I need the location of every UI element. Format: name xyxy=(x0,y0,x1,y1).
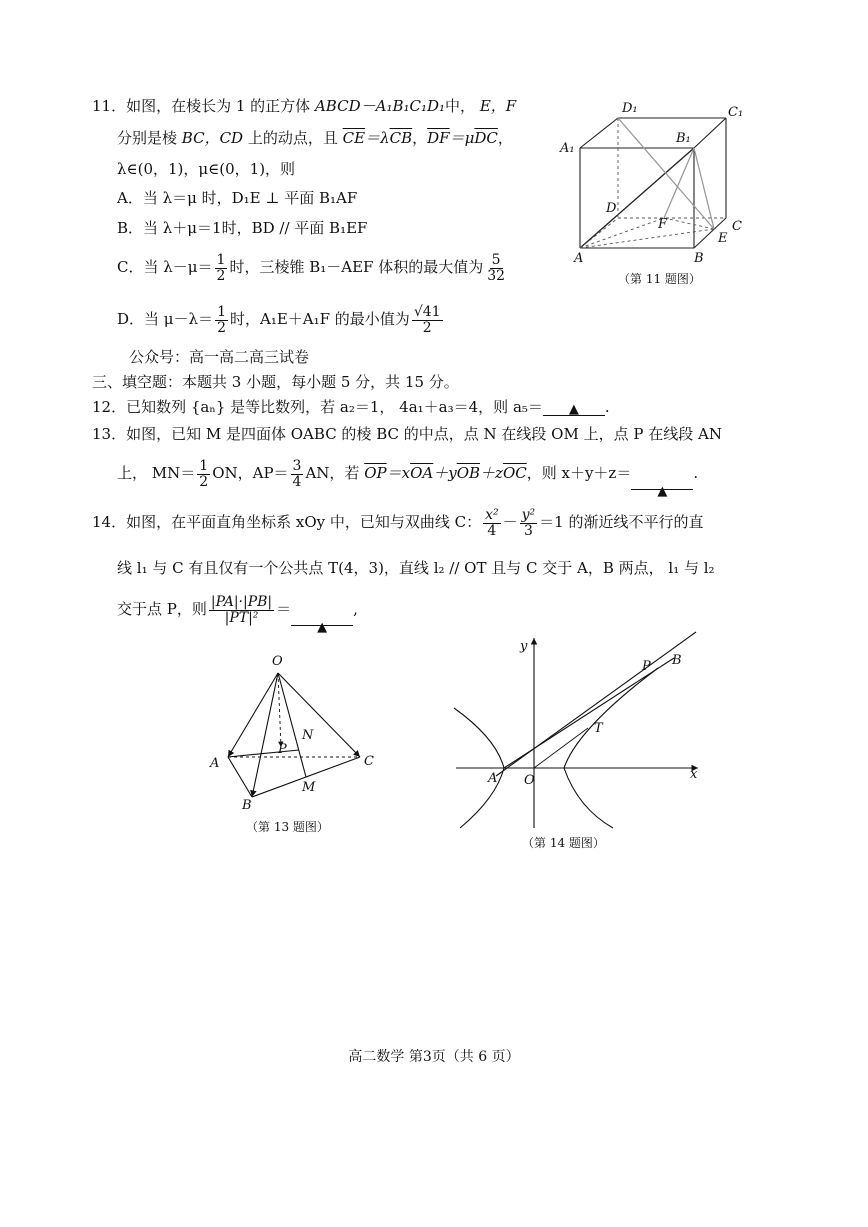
label-o: O xyxy=(272,654,283,669)
q11-option-b: B．当 λ＋μ＝1时，BD // 平面 B₁EF xyxy=(117,219,368,237)
q11-cube-name: ABCD－A₁B₁C₁D₁ xyxy=(314,97,446,115)
q11-line2 xyxy=(117,129,513,147)
q11-figure-caption: （第 11 题图） xyxy=(618,272,701,286)
q11-optd-ans-den: 2 xyxy=(422,319,432,336)
q11-optc-ans-num: 5 xyxy=(491,251,501,268)
q12-end: . xyxy=(604,398,610,416)
q11-optd-mid: 时，A₁E＋A₁F 的最小值为 xyxy=(229,310,410,328)
q13-tetrahedron-figure xyxy=(200,645,390,815)
label-c1: C₁ xyxy=(728,105,744,120)
label-p: P xyxy=(642,659,651,674)
q14-ratio-den: |PT|² xyxy=(224,609,259,626)
q13-plusy: ＋y xyxy=(433,464,457,482)
q11-bc: BC，CD xyxy=(181,129,244,147)
q11-option-c xyxy=(117,250,509,284)
q11-eq2: ＝μ xyxy=(449,129,475,147)
line-om xyxy=(278,673,306,777)
q13-eqx: ＝x xyxy=(386,464,411,482)
q13-figure-caption: （第 13 题图） xyxy=(246,820,329,834)
q11-optc-frac xyxy=(215,253,228,284)
q14-triangle-icon: ▲ xyxy=(317,620,328,635)
q12 xyxy=(92,398,610,416)
q14-y2: y² xyxy=(521,506,536,523)
q13-ap-frac xyxy=(291,459,304,490)
q11-line1 xyxy=(92,97,516,115)
q11-stem2a: 分别是棱 xyxy=(117,129,178,147)
q11-optd-pre: D．当 μ－λ＝ xyxy=(117,310,214,328)
wechat-note: 公众号：高一高二高三试卷 xyxy=(129,348,310,366)
section-3-heading: 三、填空题：本题共 3 小题，每小题 5 分，共 15 分。 xyxy=(92,373,459,391)
q11-optd-ans-num: √41 xyxy=(413,303,441,320)
q11-optc-pre: C．当 λ－μ＝ xyxy=(117,258,213,276)
axis-label-y: y xyxy=(520,639,528,654)
q13-line2-pre: 上， MN＝ xyxy=(117,464,196,482)
q14-ratio xyxy=(209,595,274,626)
q13-ap-num: 3 xyxy=(292,457,302,474)
q11-stem1b: 中， xyxy=(445,97,476,115)
q14-line1-pre: 如图，在平面直角坐标系 xOy 中，已知与双曲线 C： xyxy=(126,513,482,531)
label-a: A xyxy=(574,251,584,266)
label-p: P xyxy=(278,742,287,757)
label-b: B xyxy=(242,798,252,813)
q14-line3-pre: 交于点 P，则 xyxy=(117,600,207,618)
q11-number: 11． xyxy=(92,97,127,115)
q12-text: 已知数列 {aₙ} 是等比数列，若 a₂＝1， 4a₁＋a₃＝4，则 a₅＝ xyxy=(126,398,543,416)
q11-stem1: 如图，在棱长为 1 的正方体 xyxy=(126,97,311,115)
q14-three: 3 xyxy=(523,522,533,539)
q13-vec-ob: $\overline{OB}$ xyxy=(456,464,481,482)
q14-line3-eq: ＝ xyxy=(276,600,292,618)
edge-b1c1 xyxy=(694,118,726,148)
q13-plusz: ＋z xyxy=(480,464,503,482)
q14-four: 4 xyxy=(487,522,497,539)
q11-ce: $\overline{CE}$ xyxy=(342,129,366,147)
q11-optd-frac xyxy=(215,305,228,336)
edge-a1d1 xyxy=(580,118,618,148)
q14-x2: x² xyxy=(485,506,499,523)
label-a1: A₁ xyxy=(560,141,575,156)
q13-line2-on: ON，AP＝ xyxy=(212,464,289,482)
label-t: T xyxy=(594,721,603,736)
q13-line1 xyxy=(92,425,722,443)
q13-number: 13． xyxy=(92,425,127,443)
q13-vec-oa: $\overline{OA}$ xyxy=(410,464,434,482)
label-e: E xyxy=(718,231,728,246)
segment-ot xyxy=(534,728,588,768)
vec-ob xyxy=(252,673,278,797)
q13-vec-op: $\overline{OP}$ xyxy=(364,464,387,482)
line-ab1 xyxy=(580,148,694,248)
label-b: B xyxy=(672,653,682,668)
q13-ap-den: 4 xyxy=(292,473,302,490)
q14-minus: － xyxy=(502,513,518,531)
q14-x2-frac xyxy=(483,508,501,539)
q14-line1 xyxy=(92,505,704,539)
q13-mn-den: 2 xyxy=(199,473,209,490)
q12-number: 12． xyxy=(92,398,127,416)
q13-vec-oc: $\overline{OC}$ xyxy=(502,464,527,482)
q11-comma1: ， xyxy=(412,129,428,147)
q13-mn-frac xyxy=(197,459,210,490)
q11-df: $\overline{DF}$ xyxy=(427,129,450,147)
q11-comma2: ， xyxy=(497,129,513,147)
q12-triangle-icon: ▲ xyxy=(568,402,579,417)
q14-figure-caption: （第 14 题图） xyxy=(522,836,605,850)
q14-ratio-num: |PA|·|PB| xyxy=(210,593,273,610)
q11-optc-ans-den: 32 xyxy=(487,267,506,284)
q11-cb: $\overline{CB}$ xyxy=(389,129,413,147)
q11-cube-figure xyxy=(556,96,766,286)
line-b1f xyxy=(664,148,694,218)
q11-optc-mid: 时，三棱锥 B₁－AEF 体积的最大值为 xyxy=(229,258,484,276)
q11-optd-answer xyxy=(412,305,443,336)
label-c: C xyxy=(732,219,742,234)
q14-end: , xyxy=(353,600,358,618)
label-d1: D₁ xyxy=(622,101,638,116)
label-m: M xyxy=(302,780,316,795)
q11-stem2b: 上的动点，且 xyxy=(247,129,338,147)
label-c: C xyxy=(364,754,374,769)
q13-line2-end: ，则 x＋y＋z＝ xyxy=(526,464,632,482)
q14-line3 xyxy=(117,592,358,635)
q11-optc-frac-den: 2 xyxy=(216,267,226,284)
q13-line2 xyxy=(117,456,699,499)
q11-ef: E，F xyxy=(479,97,517,115)
q14-y2-frac xyxy=(520,508,538,539)
q13-answer-blank[interactable] xyxy=(631,473,693,499)
q11-eq1: ＝λ xyxy=(365,129,390,147)
q12-answer-blank[interactable] xyxy=(543,399,605,416)
q11-optd-frac-den: 2 xyxy=(217,319,226,336)
label-f: F xyxy=(658,217,668,232)
page-footer: 高二数学 第3页（共 6 页） xyxy=(348,1049,520,1065)
label-a: A xyxy=(488,771,498,786)
q11-optc-answer xyxy=(485,253,507,284)
label-n: N xyxy=(302,728,314,743)
label-b1: B₁ xyxy=(676,131,691,146)
line-l2 xyxy=(504,658,674,768)
q13-line1-text: 如图，已知 M 是四面体 OABC 的棱 BC 的中点，点 N 在线段 OM 上，点 P 在线段 AN xyxy=(126,425,722,443)
vec-oa xyxy=(228,673,278,757)
line-an xyxy=(228,750,299,757)
q11-dc: $\overline{DC}$ xyxy=(474,129,498,147)
q14-hyperbola-figure xyxy=(448,628,708,833)
line-af xyxy=(580,218,664,248)
q14-answer-blank[interactable] xyxy=(291,609,353,635)
q11-option-d xyxy=(117,302,445,336)
vec-oc xyxy=(278,673,360,757)
label-o: O xyxy=(524,773,535,788)
label-b: B xyxy=(694,251,704,266)
q14-line2: 线 l₁ 与 C 有且仅有一个公共点 T(4，3)，直线 l₂ // OT 且与 C 交于 A，B 两点， l₁ 与 l₂ xyxy=(117,559,715,577)
q11-option-a: A．当 λ＝μ 时，D₁E ⊥ 平面 B₁AF xyxy=(117,189,358,207)
q11-range: λ∈(0，1)，μ∈(0，1)，则 xyxy=(117,160,296,178)
q11-optd-frac-num: 1 xyxy=(217,303,226,320)
q13-mn-num: 1 xyxy=(199,457,209,474)
label-d: D xyxy=(606,201,617,216)
q13-line2-an: AN，若 xyxy=(305,464,360,482)
q14-line1-post: ＝1 的渐近线不平行的直 xyxy=(539,513,704,531)
q11-optc-frac-num: 1 xyxy=(216,251,226,268)
edge-ab xyxy=(228,757,252,797)
q13-end: . xyxy=(693,464,699,482)
q14-number: 14． xyxy=(92,513,127,531)
hyperbola-right-branch xyxy=(564,668,658,828)
label-a: A xyxy=(210,756,220,771)
q13-triangle-icon: ▲ xyxy=(657,484,668,499)
axis-label-x: x xyxy=(690,767,698,782)
